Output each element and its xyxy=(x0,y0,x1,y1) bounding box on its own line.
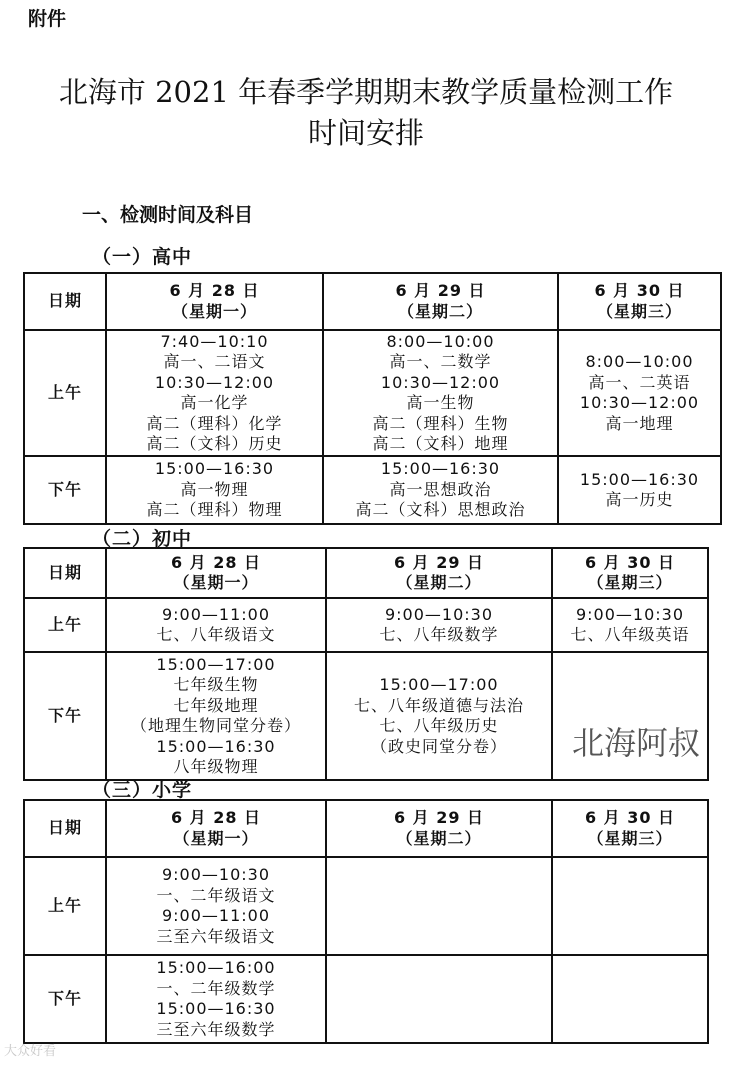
cell-line: 9:00—10:30 xyxy=(161,865,271,884)
cell-line: 9:00—10:30 xyxy=(575,604,685,624)
schedule-cell xyxy=(326,652,552,780)
header-cell-day: 6 月 29 日 （星期二） xyxy=(326,548,552,598)
header-cell-day: 6 月 30 日 （星期三） xyxy=(558,273,721,330)
cell-line: （地理生物同堂分卷） xyxy=(130,716,301,735)
cell-line: 七、八年级道德与法治 xyxy=(353,695,524,715)
cell-line: 15:00—16:00 xyxy=(156,958,276,977)
cell-line: 三至六年级语文 xyxy=(156,926,276,946)
schedule-cell xyxy=(323,456,558,524)
table-row-morning xyxy=(24,330,721,456)
document-title-line2: 时间安排 xyxy=(307,116,424,150)
cell-line: 七年级生物 xyxy=(173,675,259,694)
row-label: 下午 xyxy=(24,955,106,1043)
header-cell-day: 6 月 30 日 （星期三） xyxy=(552,548,708,598)
schedule-cell xyxy=(106,955,326,1043)
cell-line: 9:00—11:00 xyxy=(161,604,271,624)
header-cell-day: 6 月 30 日 （星期三） xyxy=(552,800,708,857)
schedule-cell xyxy=(326,955,552,1043)
schedule-cell xyxy=(323,330,558,456)
schedule-cell xyxy=(106,456,323,524)
schedule-cell xyxy=(106,652,326,780)
schedule-cell xyxy=(106,857,326,955)
cell-line: 高一历史 xyxy=(605,490,674,509)
table-row-afternoon xyxy=(24,456,721,524)
header-cell-day: 6 月 28 日 （星期一） xyxy=(106,800,326,857)
cell-line: 15:00—16:30 xyxy=(156,736,276,756)
cell-line: 高一物理 xyxy=(180,479,249,499)
schedule-cell xyxy=(106,598,326,652)
table-header-row xyxy=(24,273,721,330)
cell-line: 高一地理 xyxy=(605,413,674,433)
cell-line: 15:00—16:30 xyxy=(156,999,276,1018)
schedule-cell xyxy=(326,857,552,955)
cell-line: （政史同堂分卷） xyxy=(370,736,507,756)
cell-line: 高一化学 xyxy=(180,393,249,412)
document-title-line1: 北海市 2021 年春季学期期末教学质量检测工作 xyxy=(58,75,674,109)
row-label: 上午 xyxy=(24,598,106,652)
cell-line: 七、八年级历史 xyxy=(379,716,499,735)
table-heading-high-school: （一）高中 xyxy=(92,246,193,268)
schedule-table-high-school xyxy=(23,272,722,525)
cell-line: 七年级地理 xyxy=(173,695,259,715)
cell-line: 10:30—12:00 xyxy=(154,372,275,392)
header-cell-date-label: 日期 xyxy=(24,548,106,598)
cell-line: 一、二年级数学 xyxy=(156,978,276,998)
watermark-text: 北海阿叔 xyxy=(571,724,700,762)
cell-line: 9:00—10:30 xyxy=(384,604,494,624)
cell-line: 高一思想政治 xyxy=(389,479,492,499)
header-cell-day: 6 月 28 日 （星期一） xyxy=(106,273,323,330)
cell-line: 七、八年级语文 xyxy=(156,625,276,644)
section-heading: 一、检测时间及科目 xyxy=(82,204,254,226)
cell-line: 七、八年级英语 xyxy=(570,625,690,644)
row-label: 上午 xyxy=(24,857,106,955)
cell-line: 高一、二语文 xyxy=(163,352,266,371)
schedule-cell xyxy=(326,598,552,652)
cell-line: 15:00—16:30 xyxy=(380,459,501,479)
table-heading-middle-school: （二）初中 xyxy=(92,528,193,550)
cell-line: 高一生物 xyxy=(406,393,475,412)
schedule-table-primary-school xyxy=(23,799,709,1044)
cell-line: 8:00—10:00 xyxy=(386,331,495,351)
header-cell-date-label: 日期 xyxy=(24,273,106,330)
source-watermark: 大众好看 xyxy=(4,1044,57,1059)
header-cell-date-label: 日期 xyxy=(24,800,106,857)
header-cell-day: 6 月 29 日 （星期二） xyxy=(326,800,552,857)
table-header-row xyxy=(24,800,708,857)
schedule-cell xyxy=(106,330,323,456)
cell-line: 10:30—12:00 xyxy=(380,372,501,392)
header-cell-day: 6 月 28 日 （星期一） xyxy=(106,548,326,598)
cell-line: 15:00—17:00 xyxy=(379,675,499,694)
cell-line: 8:00—10:00 xyxy=(585,352,694,371)
cell-line: 10:30—12:00 xyxy=(579,393,700,412)
cell-line: 高二（文科）地理 xyxy=(372,434,509,453)
cell-line: 9:00—11:00 xyxy=(161,906,271,925)
cell-line: 高一、二数学 xyxy=(389,352,492,371)
table-row-morning xyxy=(24,598,708,652)
row-label: 下午 xyxy=(24,652,106,780)
cell-line: 高二（文科）思想政治 xyxy=(355,500,526,520)
cell-line: 15:00—16:30 xyxy=(154,459,275,479)
cell-line: 高二（理科）生物 xyxy=(372,413,509,433)
cell-line: 高二（文科）历史 xyxy=(146,434,283,453)
row-label: 上午 xyxy=(24,330,106,456)
cell-line: 高一、二英语 xyxy=(588,372,691,392)
schedule-cell xyxy=(558,330,721,456)
cell-line: 七、八年级数学 xyxy=(379,625,499,644)
cell-line: 15:00—17:00 xyxy=(156,654,276,674)
cell-line: 高二（理科）化学 xyxy=(146,413,283,433)
cell-line: 八年级物理 xyxy=(173,757,259,776)
table-row-afternoon xyxy=(24,955,708,1043)
cell-line: 15:00—16:30 xyxy=(579,469,700,489)
cell-line: 三至六年级数学 xyxy=(156,1019,276,1039)
attachment-label: 附件 xyxy=(28,8,67,30)
cell-line: 7:40—10:10 xyxy=(160,331,269,351)
table-row-morning xyxy=(24,857,708,955)
cell-line: 高二（理科）物理 xyxy=(146,500,283,520)
schedule-cell xyxy=(558,456,721,524)
table-header-row xyxy=(24,548,708,598)
schedule-cell xyxy=(552,955,708,1043)
row-label: 下午 xyxy=(24,456,106,524)
table-heading-primary-school: （三）小学 xyxy=(92,779,193,801)
schedule-cell xyxy=(552,598,708,652)
cell-line: 一、二年级语文 xyxy=(156,885,276,905)
header-cell-day: 6 月 29 日 （星期二） xyxy=(323,273,558,330)
schedule-cell xyxy=(552,857,708,955)
